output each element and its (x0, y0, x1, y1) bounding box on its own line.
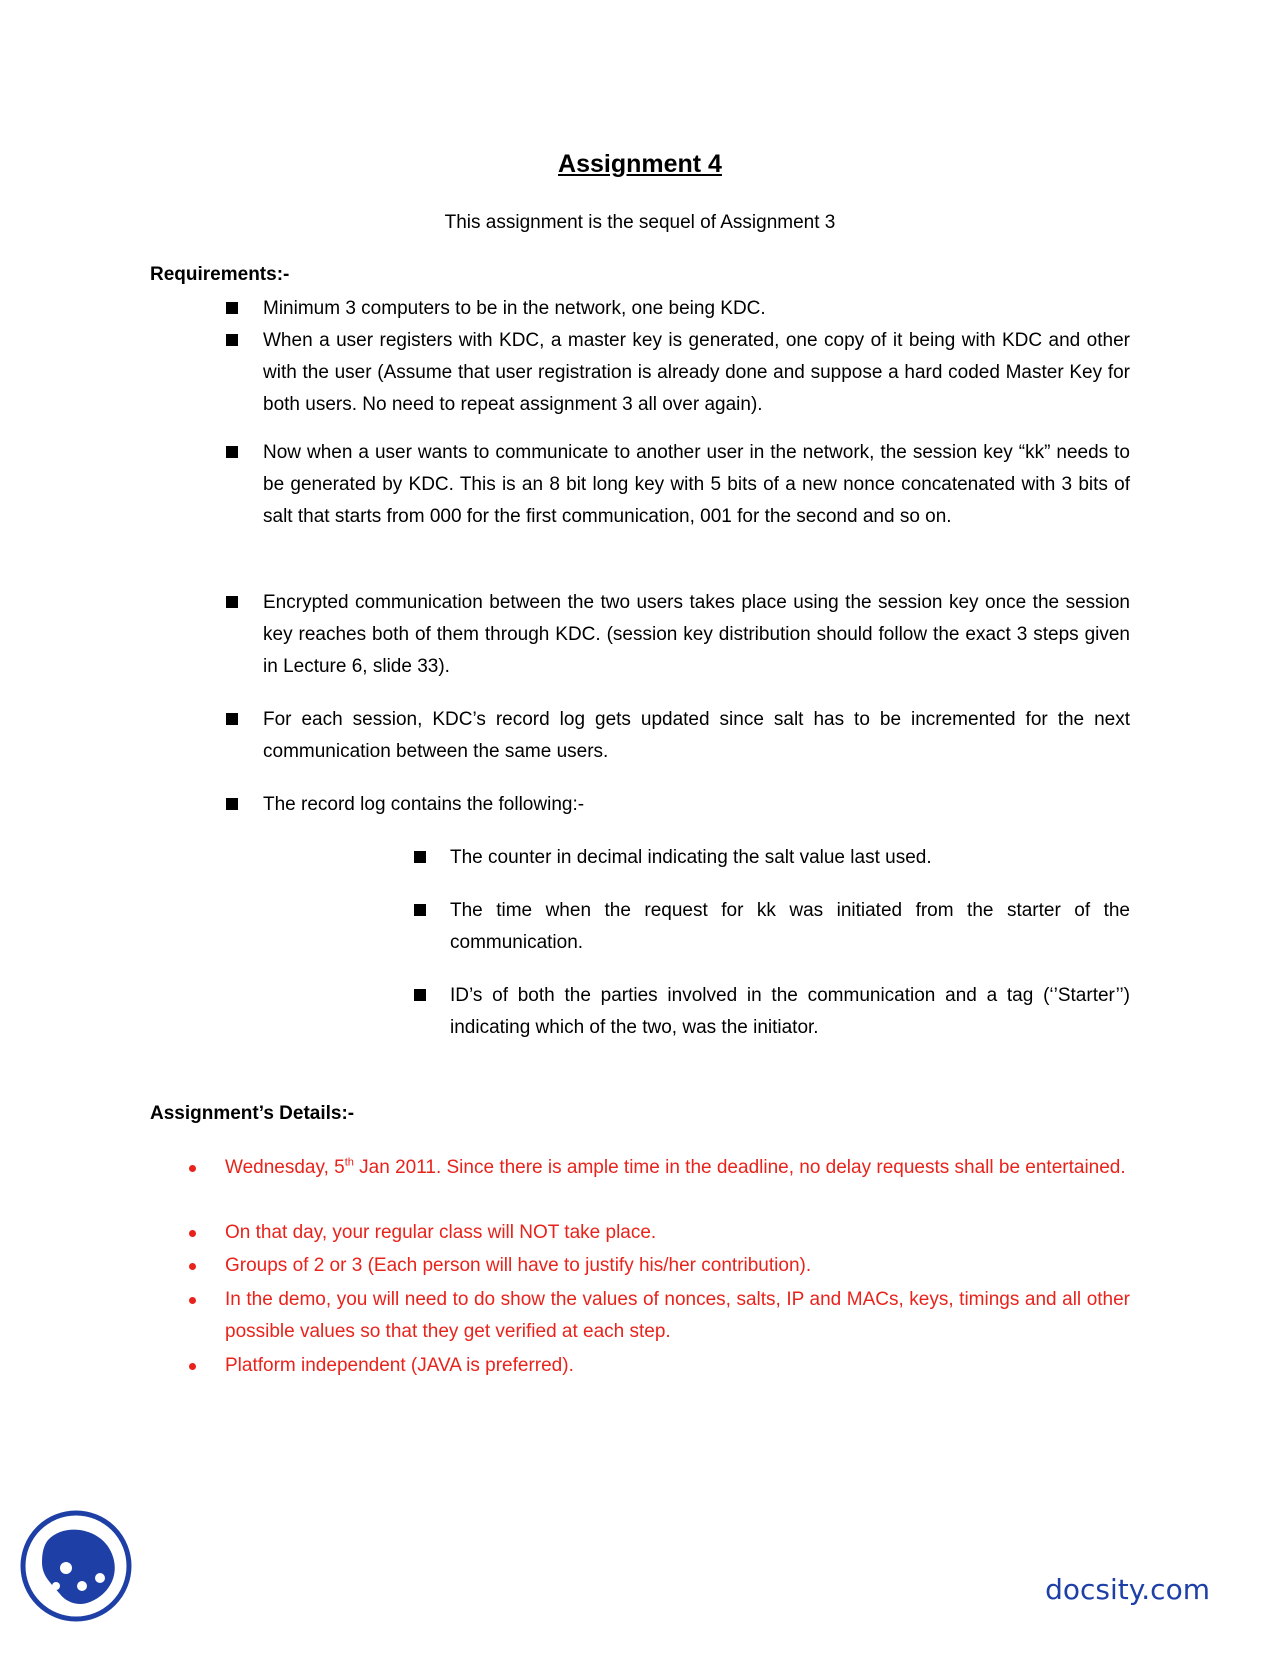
details-item: In the demo, you will need to do show the values of nonces, salts, IP and MACs, keys, timings and all other possible values so that they get verified at each step. (225, 1289, 1130, 1342)
requirement-item: Encrypted communication between the two users takes place using the session key once the session key reaches both of them through KDC. (session key distribution should follow the exact 3 steps given in Lecture 6, slide 33). (263, 592, 1130, 677)
bullet-square-icon (414, 904, 426, 916)
ordinal-suffix: th (344, 1156, 354, 1169)
record-log-item: The time when the request for kk was initiated from the starter of the communication. (450, 900, 1130, 953)
details-item: Platform independent (JAVA is preferred). (225, 1355, 574, 1376)
requirement-item: When a user registers with KDC, a master key is generated, one copy of it being with KDC and other with the user (Assume that user registration is already done and suppose a hard coded Master Key for both users. No need to repeat assignment 3 all over again). (263, 330, 1130, 415)
bullet-square-icon (414, 851, 426, 863)
details-heading: Assignment’s Details:- (150, 1103, 355, 1124)
details-item (225, 1152, 1130, 1184)
bullet-square-icon (226, 713, 238, 725)
bullet-dot-icon (189, 1263, 196, 1270)
bullet-dot-icon (189, 1230, 196, 1237)
bullet-square-icon (226, 446, 238, 458)
bullet-square-icon (226, 798, 238, 810)
subtitle: This assignment is the sequel of Assignment 3 (444, 212, 836, 233)
bullet-square-icon (226, 302, 238, 314)
details-item: Groups of 2 or 3 (Each person will have to justify his/her contribution). (225, 1255, 812, 1276)
requirement-item: Now when a user wants to communicate to another user in the network, the session key “kk” needs to be generated by KDC. This is an 8 bit long key with 5 bits of a new nonce concatenated with 3 bits of salt that starts from 000 for the first communication, 001 for the second and so on. (263, 442, 1130, 527)
record-log-item: ID’s of both the parties involved in the communication and a tag (‘’Starter’’) indicating which of the two, was the initiator. (450, 985, 1130, 1038)
brand-text[interactable]: docsity.com (1045, 1573, 1210, 1606)
bullet-square-icon (226, 596, 238, 608)
requirement-item: For each session, KDC’s record log gets updated since salt has to be incremented for the next communication between the same users. (263, 709, 1130, 762)
docsity-logo-icon (20, 1510, 132, 1622)
page-title: Assignment 4 (558, 150, 722, 178)
requirements-heading: Requirements:- (150, 264, 290, 285)
record-log-item: The counter in decimal indicating the salt value last used. (450, 847, 932, 868)
bullet-square-icon (226, 334, 238, 346)
details-item: On that day, your regular class will NOT take place. (225, 1222, 657, 1243)
requirement-item: The record log contains the following:- (263, 794, 585, 815)
bullet-square-icon (414, 989, 426, 1001)
bullet-dot-icon (189, 1363, 196, 1370)
requirement-item: Minimum 3 computers to be in the network, one being KDC. (263, 298, 766, 319)
bullet-dot-icon (189, 1297, 196, 1304)
details-item-text: Wednesday, 5 (225, 1157, 345, 1178)
bullet-dot-icon (189, 1165, 196, 1172)
details-item-text: Jan 2011. Since there is ample time in the deadline, no delay requests shall be entertained. (353, 1157, 1126, 1178)
